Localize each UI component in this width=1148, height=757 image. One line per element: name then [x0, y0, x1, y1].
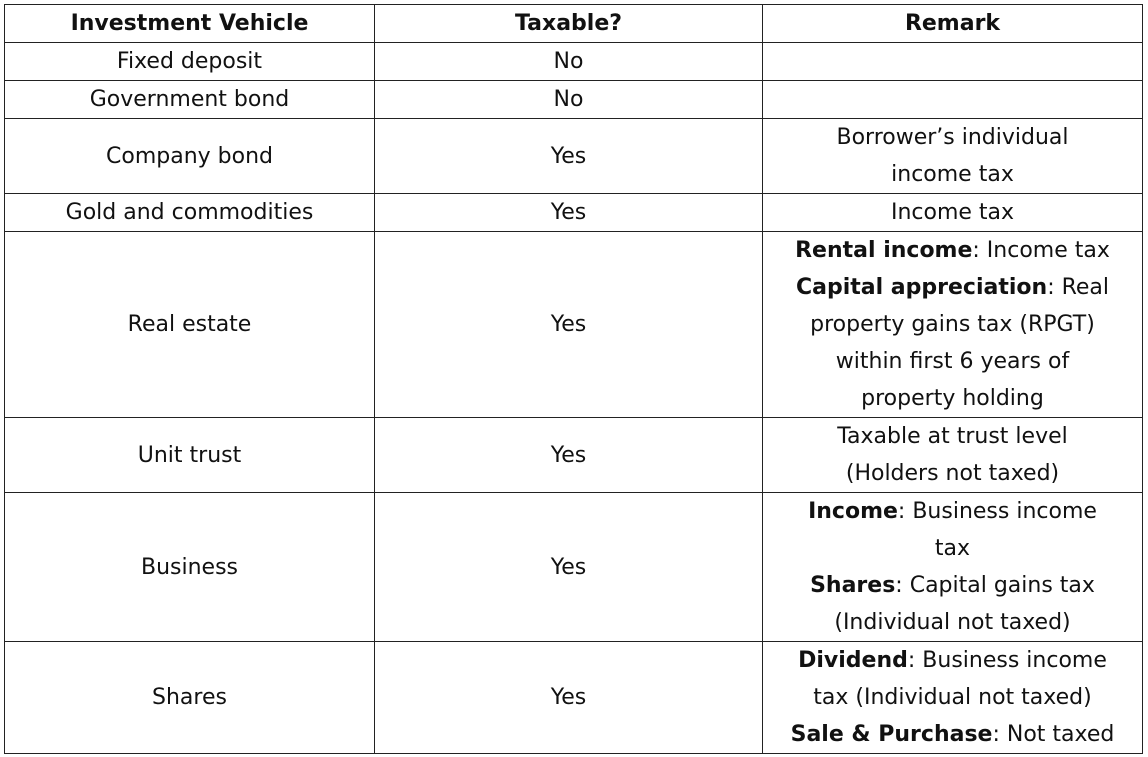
remark-line [771, 343, 1134, 380]
cell-investment-vehicle: Fixed deposit [5, 43, 375, 81]
remark-text: (Holders not taxed) [845, 461, 1060, 486]
table-row [5, 493, 1143, 642]
cell-investment-vehicle: Government bond [5, 81, 375, 119]
remark-text: (Individual not taxed) [834, 610, 1071, 635]
table-row [5, 81, 1143, 119]
remark-label: Rental income [795, 238, 973, 263]
remark-line [771, 156, 1134, 193]
table-row [5, 119, 1143, 194]
table-row [5, 43, 1143, 81]
remark-text: Income tax [890, 200, 1015, 225]
cell-taxable: Yes [375, 194, 763, 232]
table-body [5, 43, 1143, 754]
remark-line [771, 642, 1134, 679]
remark-line [771, 232, 1134, 269]
table-row [5, 418, 1143, 493]
remark-text: property holding [861, 386, 1044, 411]
table-row [5, 194, 1143, 232]
cell-remark [763, 418, 1143, 493]
cell-remark [763, 493, 1143, 642]
remark-label: Dividend [798, 648, 908, 673]
remark-text: tax [934, 536, 971, 561]
remark-text: : Real [1047, 275, 1110, 300]
remark-label: Capital appreciation [795, 275, 1048, 300]
cell-remark [763, 43, 1143, 81]
remark-text: Taxable at trust level [837, 424, 1068, 449]
remark-text: : Capital gains tax [895, 573, 1095, 598]
remark-text: income tax [891, 162, 1014, 187]
cell-taxable: No [375, 43, 763, 81]
cell-investment-vehicle: Unit trust [5, 418, 375, 493]
cell-investment-vehicle: Company bond [5, 119, 375, 194]
table-row [5, 642, 1143, 754]
remark-text: : Income tax [972, 238, 1110, 263]
remark-line [771, 418, 1134, 455]
remark-line [771, 269, 1134, 306]
cell-remark [763, 119, 1143, 194]
cell-investment-vehicle: Real estate [5, 232, 375, 418]
cell-investment-vehicle: Shares [5, 642, 375, 754]
cell-taxable: Yes [375, 493, 763, 642]
remark-text: tax (Individual not taxed) [813, 685, 1092, 710]
remark-text: : Business income [907, 648, 1107, 673]
header-taxable: Taxable? [375, 5, 763, 43]
cell-taxable: Yes [375, 232, 763, 418]
cell-taxable: Yes [375, 418, 763, 493]
table-row [5, 232, 1143, 418]
cell-investment-vehicle: Gold and commodities [5, 194, 375, 232]
remark-text: within first 6 years of [835, 349, 1070, 374]
investment-tax-table [4, 4, 1143, 754]
remark-label: Shares [810, 573, 896, 598]
remark-line [771, 380, 1134, 417]
remark-line [771, 604, 1134, 641]
cell-remark [763, 232, 1143, 418]
remark-text: Borrower’s individual [836, 125, 1069, 150]
remark-label: Income [808, 499, 898, 524]
remark-line [771, 194, 1134, 231]
cell-remark [763, 81, 1143, 119]
cell-remark [763, 194, 1143, 232]
remark-line [771, 119, 1134, 156]
remark-line [771, 716, 1134, 753]
table-header-row [5, 5, 1143, 43]
remark-text: : Not taxed [992, 722, 1115, 747]
cell-investment-vehicle: Business [5, 493, 375, 642]
cell-taxable: No [375, 81, 763, 119]
header-remark: Remark [763, 5, 1143, 43]
remark-line [771, 567, 1134, 604]
cell-taxable: Yes [375, 642, 763, 754]
remark-line [771, 306, 1134, 343]
remark-text: property gains tax (RPGT) [810, 312, 1095, 337]
remark-line [771, 455, 1134, 492]
cell-remark [763, 642, 1143, 754]
header-investment-vehicle: Investment Vehicle [5, 5, 375, 43]
remark-line [771, 679, 1134, 716]
remark-text: : Business income [897, 499, 1097, 524]
remark-line [771, 493, 1134, 530]
remark-line [771, 530, 1134, 567]
remark-label: Sale & Purchase [790, 722, 993, 747]
cell-taxable: Yes [375, 119, 763, 194]
